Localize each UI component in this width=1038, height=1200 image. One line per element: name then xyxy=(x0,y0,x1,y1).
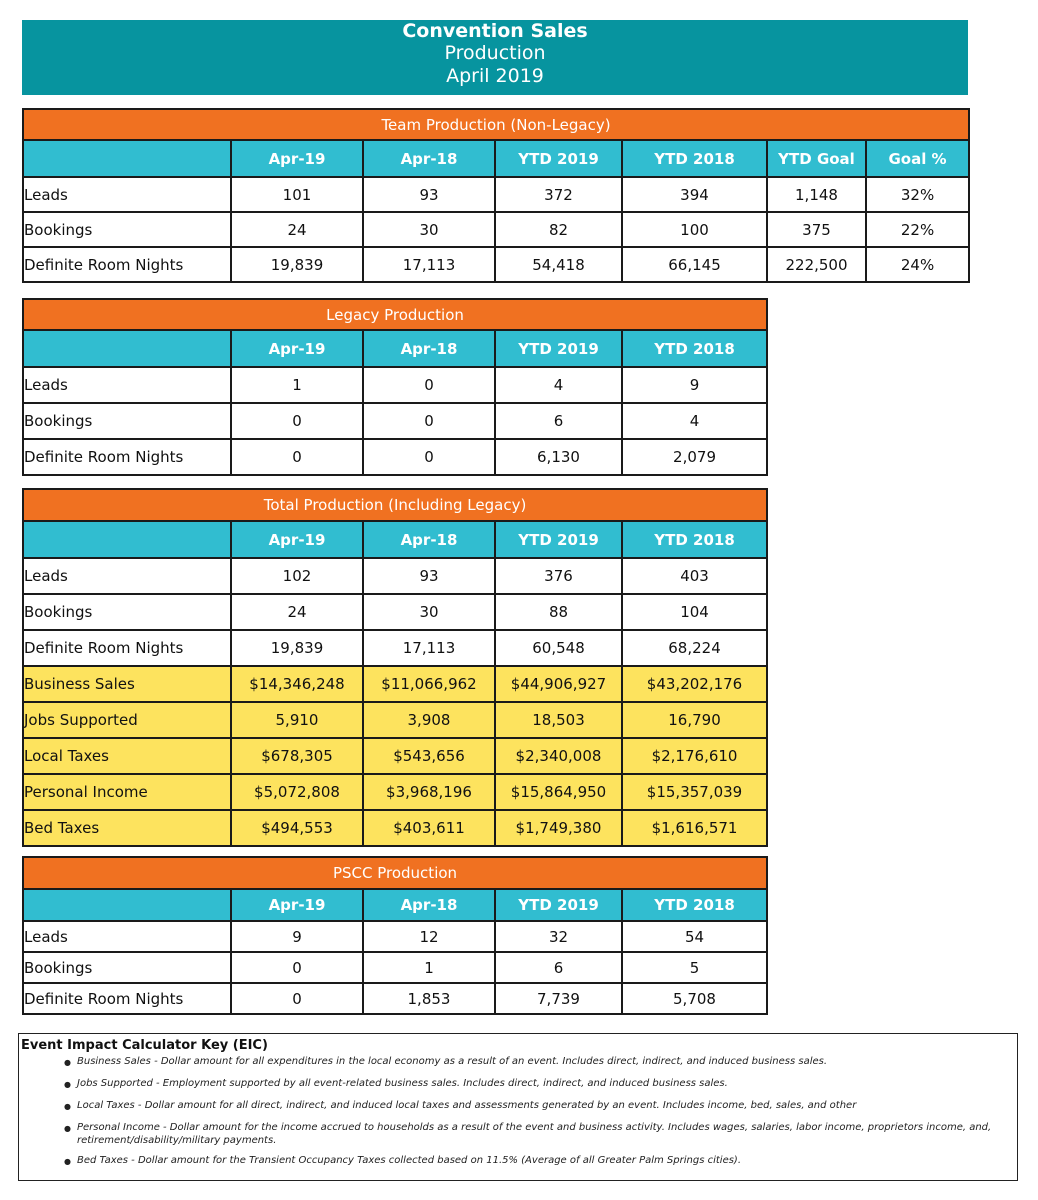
key-item: ● Business Sales - Dollar amount for all expenditures in the local economy as a result of an event. Includes direct, indirect, and induced business sales. xyxy=(77,1055,1017,1068)
cell: 12 xyxy=(363,921,495,952)
cell: 222,500 xyxy=(767,247,866,282)
total-production-title: Total Production (Including Legacy) xyxy=(23,489,767,521)
cell: 1,148 xyxy=(767,177,866,212)
row-label: Business Sales xyxy=(23,666,231,702)
table-row xyxy=(23,774,767,810)
key-item: ● Jobs Supported - Employment supported by all event-related business sales. Includes direct, indirect, and induced business sales. xyxy=(77,1077,1017,1090)
cell: 0 xyxy=(363,403,495,439)
cell: 16,790 xyxy=(622,702,767,738)
cell: 24 xyxy=(231,594,363,630)
cell: 2,079 xyxy=(622,439,767,475)
table-row xyxy=(23,247,969,282)
cell: 93 xyxy=(363,558,495,594)
cell: $678,305 xyxy=(231,738,363,774)
col-header: YTD Goal xyxy=(767,140,866,177)
cell: 19,839 xyxy=(231,630,363,666)
cell: 30 xyxy=(363,212,495,247)
cell: $14,346,248 xyxy=(231,666,363,702)
report-period: April 2019 xyxy=(446,65,544,87)
cell: 1 xyxy=(363,952,495,983)
cell: 0 xyxy=(231,403,363,439)
cell: 9 xyxy=(231,921,363,952)
col-header: Apr-19 xyxy=(231,889,363,921)
cell: 0 xyxy=(363,367,495,403)
table-row xyxy=(23,702,767,738)
row-label: Leads xyxy=(23,558,231,594)
cell: 7,739 xyxy=(495,983,622,1014)
col-header: Apr-18 xyxy=(363,521,495,558)
cell: 376 xyxy=(495,558,622,594)
cell: $15,864,950 xyxy=(495,774,622,810)
eic-key-title: Event Impact Calculator Key (EIC) xyxy=(21,1038,268,1053)
cell: 17,113 xyxy=(363,247,495,282)
row-label: Definite Room Nights xyxy=(23,630,231,666)
col-header: YTD 2018 xyxy=(622,330,767,367)
col-header: YTD 2019 xyxy=(495,140,622,177)
table-row xyxy=(23,666,767,702)
row-label: Definite Room Nights xyxy=(23,983,231,1014)
cell: 5,910 xyxy=(231,702,363,738)
cell: 1 xyxy=(231,367,363,403)
cell: 4 xyxy=(622,403,767,439)
table-row xyxy=(23,983,767,1014)
table-row xyxy=(23,952,767,983)
table-row xyxy=(23,439,767,475)
cell: 5 xyxy=(622,952,767,983)
cell: 5,708 xyxy=(622,983,767,1014)
cell: $3,968,196 xyxy=(363,774,495,810)
cell: $2,340,008 xyxy=(495,738,622,774)
report-subtitle: Production xyxy=(444,42,546,64)
col-header: YTD 2019 xyxy=(495,330,622,367)
table-row xyxy=(23,921,767,952)
cell: 403 xyxy=(622,558,767,594)
col-header: YTD 2019 xyxy=(495,521,622,558)
team-production-title: Team Production (Non-Legacy) xyxy=(23,109,969,140)
cell: 32 xyxy=(495,921,622,952)
cell: 24 xyxy=(231,212,363,247)
row-label: Bookings xyxy=(23,212,231,247)
cell: 0 xyxy=(231,439,363,475)
cell: 9 xyxy=(622,367,767,403)
cell: 4 xyxy=(495,367,622,403)
cell: 6 xyxy=(495,952,622,983)
cell: 19,839 xyxy=(231,247,363,282)
table-row xyxy=(23,177,969,212)
cell: $11,066,962 xyxy=(363,666,495,702)
row-label: Personal Income xyxy=(23,774,231,810)
row-label: Bed Taxes xyxy=(23,810,231,846)
row-label: Bookings xyxy=(23,952,231,983)
eic-key-list xyxy=(19,1055,1017,1167)
key-item: ● Local Taxes - Dollar amount for all direct, indirect, and induced local taxes and assessments generated by an event. Includes income, bed, sales, and other xyxy=(77,1099,1017,1112)
cell: 88 xyxy=(495,594,622,630)
cell: $15,357,039 xyxy=(622,774,767,810)
row-label: Leads xyxy=(23,921,231,952)
table-row xyxy=(23,810,767,846)
cell: $543,656 xyxy=(363,738,495,774)
col-header: Apr-19 xyxy=(231,521,363,558)
cell: 82 xyxy=(495,212,622,247)
row-label: Bookings xyxy=(23,594,231,630)
col-header: YTD 2018 xyxy=(622,140,767,177)
cell: 102 xyxy=(231,558,363,594)
cell: 24% xyxy=(866,247,969,282)
header-blank xyxy=(23,889,231,921)
header-blank xyxy=(23,330,231,367)
cell: 66,145 xyxy=(622,247,767,282)
cell: $2,176,610 xyxy=(622,738,767,774)
cell: 54 xyxy=(622,921,767,952)
cell: 372 xyxy=(495,177,622,212)
cell: $494,553 xyxy=(231,810,363,846)
col-header: YTD 2018 xyxy=(622,889,767,921)
row-label: Definite Room Nights xyxy=(23,247,231,282)
cell: 1,853 xyxy=(363,983,495,1014)
pscc-production-table xyxy=(22,856,768,1015)
row-label: Leads xyxy=(23,177,231,212)
cell: $1,749,380 xyxy=(495,810,622,846)
cell: 60,548 xyxy=(495,630,622,666)
col-header: Apr-18 xyxy=(363,889,495,921)
cell: 0 xyxy=(231,983,363,1014)
cell: 32% xyxy=(866,177,969,212)
row-label: Definite Room Nights xyxy=(23,439,231,475)
table-row xyxy=(23,594,767,630)
legacy-production-table xyxy=(22,298,768,476)
col-header: Apr-18 xyxy=(363,330,495,367)
cell: 22% xyxy=(866,212,969,247)
table-row xyxy=(23,403,767,439)
team-production-table xyxy=(22,108,970,283)
table-row xyxy=(23,630,767,666)
col-header: Goal % xyxy=(866,140,969,177)
cell: 54,418 xyxy=(495,247,622,282)
row-label: Bookings xyxy=(23,403,231,439)
col-header: Apr-19 xyxy=(231,330,363,367)
report-title: Convention Sales xyxy=(402,20,588,42)
cell: 18,503 xyxy=(495,702,622,738)
cell: 101 xyxy=(231,177,363,212)
cell: 375 xyxy=(767,212,866,247)
cell: $403,611 xyxy=(363,810,495,846)
report-header xyxy=(22,20,968,95)
col-header: YTD 2019 xyxy=(495,889,622,921)
table-row xyxy=(23,212,969,247)
cell: 30 xyxy=(363,594,495,630)
legacy-production-title: Legacy Production xyxy=(23,299,767,330)
cell: 17,113 xyxy=(363,630,495,666)
header-blank xyxy=(23,140,231,177)
row-label: Leads xyxy=(23,367,231,403)
key-item: ● Bed Taxes - Dollar amount for the Transient Occupancy Taxes collected based on 11.5% (Average of all Greater Palm Springs cities). xyxy=(77,1154,1017,1167)
key-item: ● Personal Income - Dollar amount for the income accrued to households as a result of the event and business activity. Includes wages, salaries, labor income, proprietors income, and, retirement/disability/military payments. xyxy=(77,1121,1017,1147)
cell: $43,202,176 xyxy=(622,666,767,702)
cell: 3,908 xyxy=(363,702,495,738)
col-header: Apr-19 xyxy=(231,140,363,177)
row-label: Local Taxes xyxy=(23,738,231,774)
col-header: YTD 2018 xyxy=(622,521,767,558)
cell: 0 xyxy=(231,952,363,983)
total-production-table xyxy=(22,488,768,847)
cell: 6 xyxy=(495,403,622,439)
table-row xyxy=(23,367,767,403)
cell: $5,072,808 xyxy=(231,774,363,810)
cell: 104 xyxy=(622,594,767,630)
cell: 0 xyxy=(363,439,495,475)
cell: 68,224 xyxy=(622,630,767,666)
pscc-production-title: PSCC Production xyxy=(23,857,767,889)
table-row xyxy=(23,738,767,774)
cell: 100 xyxy=(622,212,767,247)
col-header: Apr-18 xyxy=(363,140,495,177)
header-blank xyxy=(23,521,231,558)
cell: $1,616,571 xyxy=(622,810,767,846)
cell: $44,906,927 xyxy=(495,666,622,702)
cell: 394 xyxy=(622,177,767,212)
table-row xyxy=(23,558,767,594)
row-label: Jobs Supported xyxy=(23,702,231,738)
cell: 93 xyxy=(363,177,495,212)
eic-key xyxy=(18,1033,1018,1181)
cell: 6,130 xyxy=(495,439,622,475)
